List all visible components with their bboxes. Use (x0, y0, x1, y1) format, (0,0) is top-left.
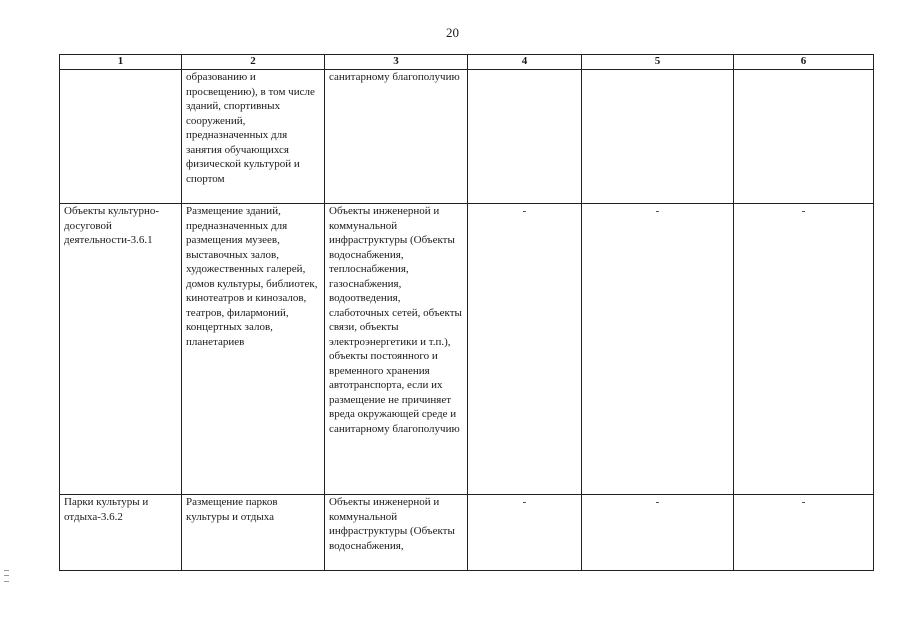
cell-use-description: образованию и просвещению), в том числе зданий, спортивных сооружений, предназначенных для занятия обучающихся физической культурой и спортом (182, 70, 325, 204)
cell-col6 (734, 70, 874, 204)
cell-col6: - (734, 204, 874, 495)
cell-col5 (582, 70, 734, 204)
column-header-2: 2 (182, 55, 325, 70)
cell-use-description: Размещение парков культуры и отдыха (182, 495, 325, 571)
cell-col5: - (582, 204, 734, 495)
cell-col6: - (734, 495, 874, 571)
page-number: 20 (446, 25, 459, 40)
column-header-6: 6 (734, 55, 874, 70)
column-header-4: 4 (468, 55, 582, 70)
cell-col4: - (468, 495, 582, 571)
cell-use-description: Размещение зданий, предназначенных для размещения музеев, выставочных залов, художественных галерей, домов культуры, библиотек, кинотеатров и кинозалов, театров, филармоний, концертных залов, планетариев (182, 204, 325, 495)
cell-col4: - (468, 204, 582, 495)
cell-auxiliary-use: Объекты инженерной и коммунальной инфраструктуры (Объекты водоснабжения, теплоснабжения, газоснабжения, водоотведения, слаботочных сетей, объекты связи, объекты электроэнергетики и т.п.), объекты постоянного и временного хранения автотранспорта, если их размещение не причиняет вреда окружающей среде и санитарному благополучию (325, 204, 468, 495)
zoning-table (59, 54, 874, 571)
column-header-5: 5 (582, 55, 734, 70)
table-header-row (60, 55, 874, 70)
table-row (60, 204, 874, 495)
cell-col5: - (582, 495, 734, 571)
cell-use-type: Парки культуры и отдыха-3.6.2 (60, 495, 182, 571)
cell-use-type: Объекты культурно-досуговой деятельности-3.6.1 (60, 204, 182, 495)
cell-col4 (468, 70, 582, 204)
cell-auxiliary-use: санитарному благополучию (325, 70, 468, 204)
cell-use-type (60, 70, 182, 204)
table-row (60, 495, 874, 571)
column-header-3: 3 (325, 55, 468, 70)
scan-margin-mark (4, 570, 9, 582)
table-row (60, 70, 874, 204)
cell-auxiliary-use: Объекты инженерной и коммунальной инфраструктуры (Объекты водоснабжения, (325, 495, 468, 571)
column-header-1: 1 (60, 55, 182, 70)
